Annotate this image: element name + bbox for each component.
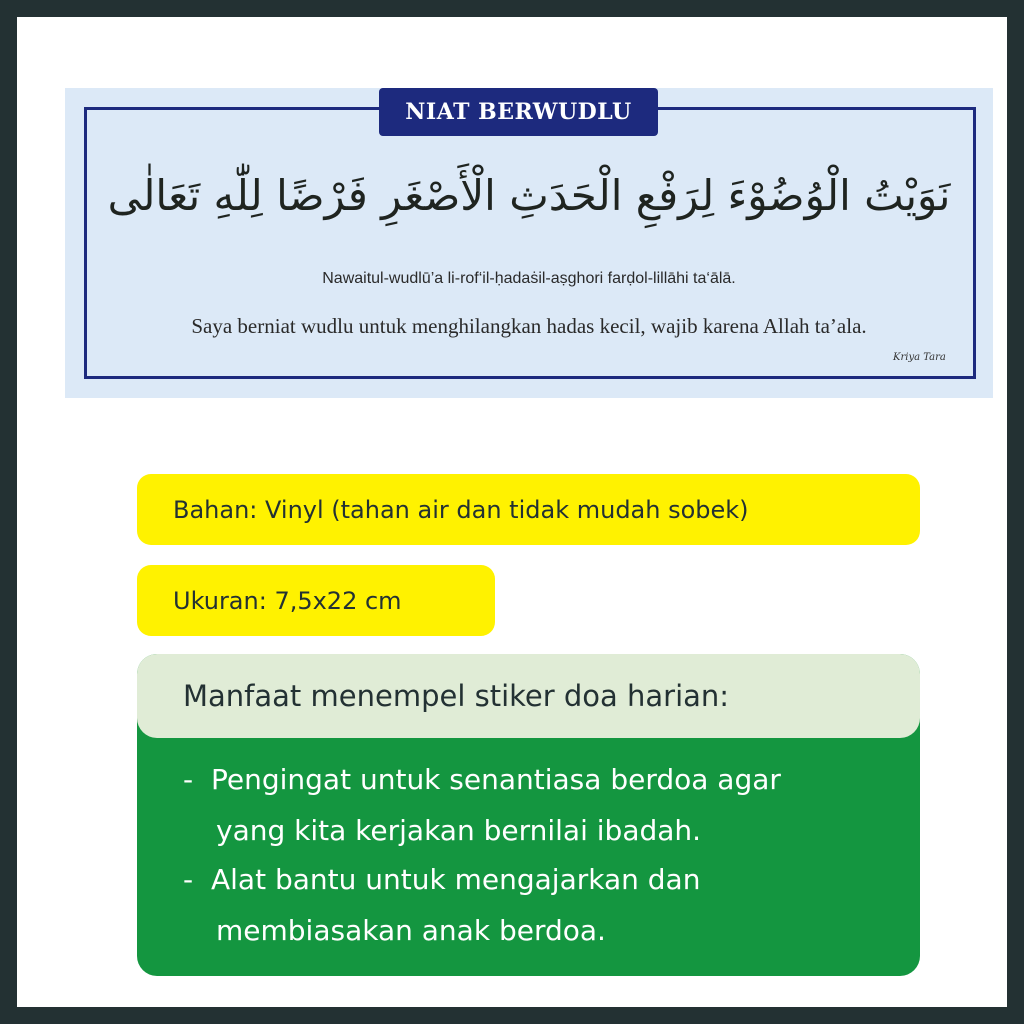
list-item (183, 854, 903, 956)
material-label: Bahan: Vinyl (tahan air dan tidak mudah sobek) (173, 495, 749, 524)
brand-signature: Kriya Tara (893, 352, 946, 363)
sticker-title: NIAT BERWUDLU (379, 88, 658, 136)
bullet-dash: - (183, 863, 194, 896)
size-label: Ukuran: 7,5x22 cm (173, 586, 402, 615)
benefit-line: Pengingat untuk senantiasa berdoa agar (211, 763, 781, 796)
benefit-line: membiasakan anak berdoa. (216, 914, 606, 947)
sticker-preview (65, 88, 993, 398)
bullet-dash: - (183, 763, 194, 796)
benefits-heading: Manfaat menempel stiker doa harian: (137, 654, 920, 738)
benefit-line: Alat bantu untuk mengajarkan dan (211, 863, 701, 896)
benefit-line: yang kita kerjakan bernilai ibadah. (216, 814, 702, 847)
material-badge (137, 474, 920, 545)
benefits-panel (137, 654, 920, 976)
translation-text: Saya berniat wudlu untuk menghilangkan hadas kecil, wajib karena Allah ta’ala. (191, 314, 867, 338)
list-item (183, 754, 903, 856)
size-badge (137, 565, 495, 636)
arabic-prayer-text: نَوَيْتُ الْوُضُوْءَ لِرَفْعِ الْحَدَثِ الْأَصْغَرِ فَرْضًا لِلّٰهِ تَعَالٰى (107, 171, 951, 220)
transliteration-text: Nawaitul-wudlū’a li-rof‘il-ḥadaṡil-aṣghori farḍol-lillāhi ta‘ālā. (322, 270, 736, 287)
